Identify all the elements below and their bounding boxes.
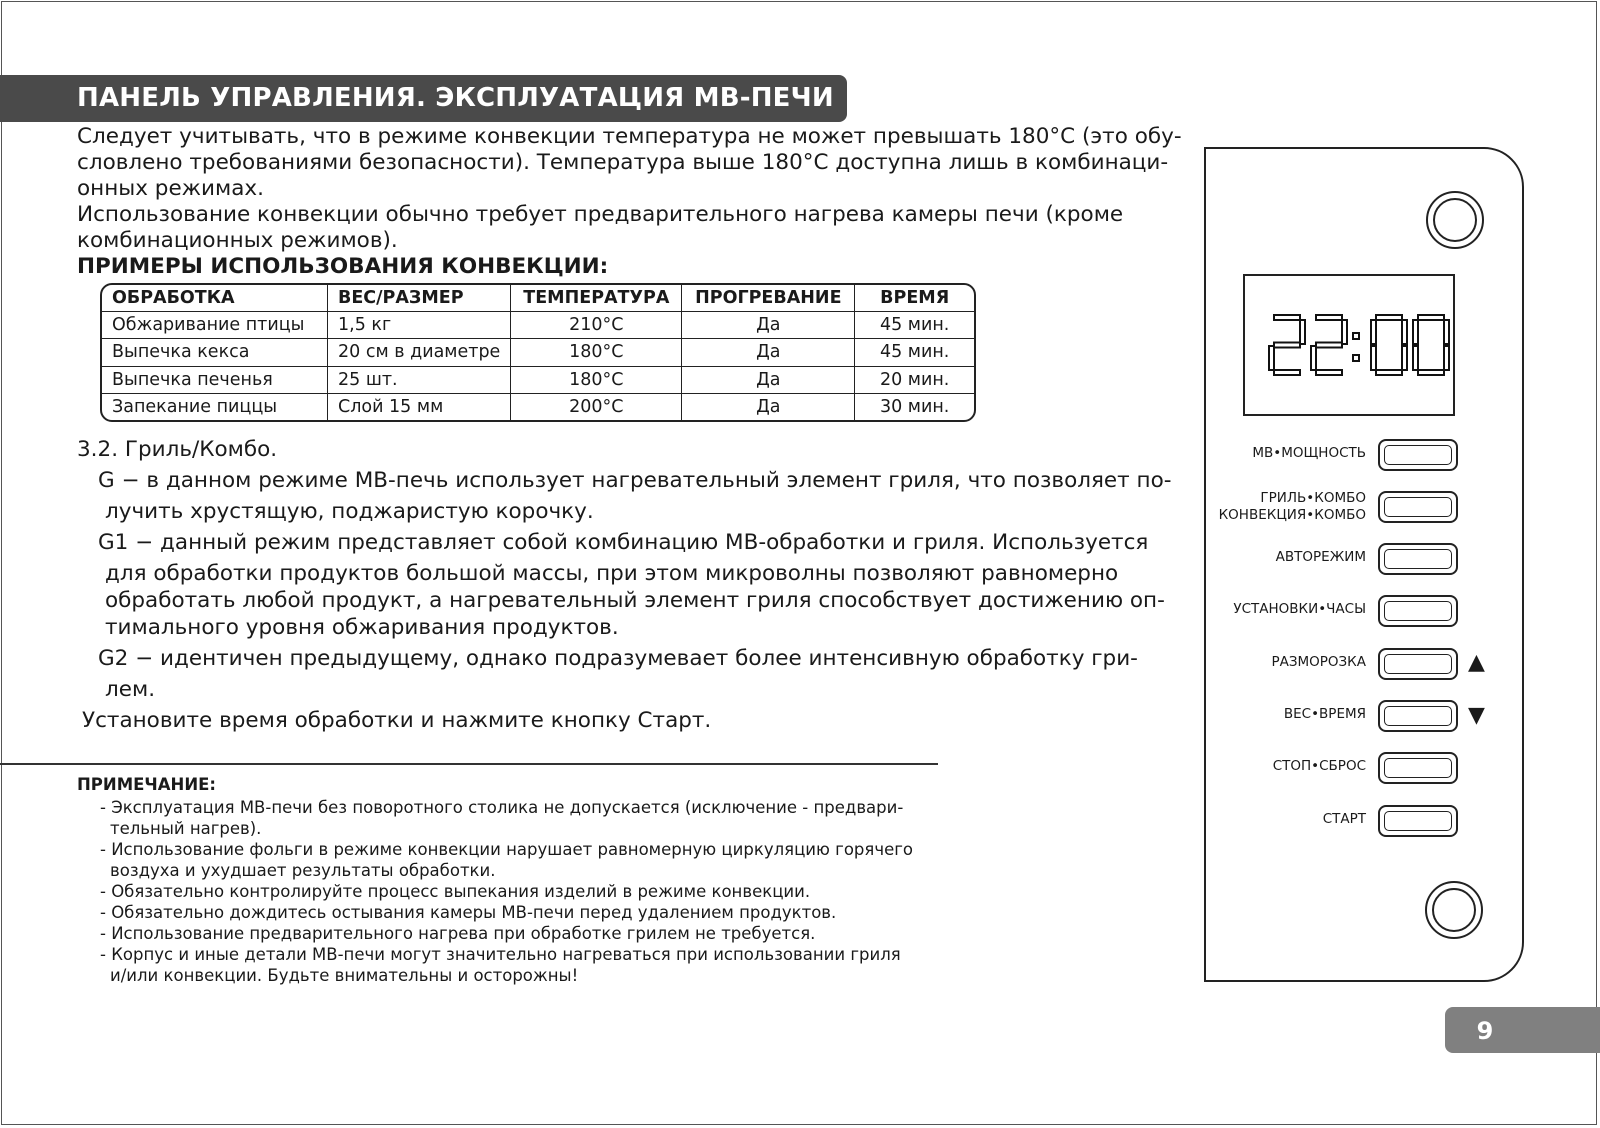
grill-g2-line: G2 − идентичен предыдущему, однако подразумевает более интенсивную обработку гри- <box>98 646 1138 671</box>
top-knob-icon <box>1426 191 1484 249</box>
segment <box>1316 315 1342 320</box>
table-header: ТЕМПЕРАТУРА <box>511 285 682 312</box>
clock-display <box>1243 274 1455 416</box>
segment-digits-icon <box>1245 276 1453 414</box>
grill-combo-section <box>77 436 1187 734</box>
segment <box>1402 320 1407 344</box>
table-cell: 25 шт. <box>328 366 511 393</box>
notes-heading: ПРИМЕЧАНИЕ: <box>77 775 216 794</box>
note-line: - Использование фольги в режиме конвекции нарушает равномерную циркуляцию горячего <box>100 840 913 859</box>
table-header-row <box>102 285 974 312</box>
segment <box>1316 343 1342 348</box>
grill-heading: 3.2. Гриль/Комбо. <box>77 437 278 462</box>
note-line: - Обязательно контролируйте процесс выпекания изделий в режиме конвекции. <box>100 882 811 901</box>
intro-line: комбинационных режимов). <box>77 228 398 253</box>
table-row <box>102 366 974 393</box>
auto-mode-button-icon <box>1378 543 1458 575</box>
table-cell: 20 см в диаметре <box>328 339 511 366</box>
panel-label-start: СТАРТ <box>1322 811 1366 827</box>
grill-g1-line: обработать любой продукт, а нагревательный элемент гриля способствует достижению оп- <box>105 588 1165 613</box>
grill-combo-button-icon <box>1378 491 1458 523</box>
segment <box>1274 343 1300 348</box>
grill-g1-line: для обработки продуктов большой массы, при этом микроволны позволяют равномерно <box>105 561 1119 586</box>
panel-label-stop-reset: СТОП•СБРОС <box>1272 758 1366 774</box>
segment <box>1371 320 1376 344</box>
panel-label-settings-clock: УСТАНОВКИ•ЧАСЫ <box>1233 601 1366 617</box>
mv-power-button-icon <box>1378 439 1458 471</box>
grill-g-line: G − в данном режиме МВ-печь использует нагревательный элемент гриля, что позволяет по- <box>98 468 1172 493</box>
table-cell: 210°С <box>511 312 682 339</box>
table-cell: Слой 15 мм <box>328 393 511 420</box>
table-cell: 30 мин. <box>879 396 950 417</box>
table-cell: Да <box>682 312 855 339</box>
panel-label-grill-combo <box>1219 490 1366 524</box>
segment <box>1413 346 1418 370</box>
segment <box>1269 346 1274 370</box>
segment <box>1274 370 1300 375</box>
table-cell: Запекание пиццы <box>102 393 328 420</box>
table-cell: 180°С <box>511 339 682 366</box>
segment <box>1376 370 1402 375</box>
table-cell: 20 мин. <box>855 366 974 393</box>
table-cell: 180°С <box>511 366 682 393</box>
table-cell: 1,5 кг <box>328 312 511 339</box>
arrow-up-icon: ▲ <box>1468 650 1485 675</box>
convection-examples-table <box>100 283 976 422</box>
start-button-icon <box>1378 805 1458 837</box>
grill-g1-line: G1 − данный режим представляет собой комбинацию МВ-обработки и гриля. Используется <box>98 530 1149 555</box>
defrost-button-icon <box>1378 648 1458 680</box>
segment <box>1444 320 1449 344</box>
panel-label-line: ГРИЛЬ•КОМБО <box>1260 490 1366 506</box>
intro-line: словлено требованиями безопасности). Температура выше 180°С доступна лишь в комбинаци- <box>77 150 1169 175</box>
intro-text <box>77 124 1182 254</box>
segment <box>1274 315 1300 320</box>
grill-g2-line: лем. <box>105 677 156 702</box>
arrow-down-icon: ▼ <box>1468 703 1485 728</box>
settings-clock-button-icon <box>1378 595 1458 627</box>
segment <box>1418 370 1444 375</box>
segment <box>1311 346 1316 370</box>
notes-section <box>77 774 957 986</box>
table-cell: Да <box>682 393 855 420</box>
table-cell: Выпечка кекса <box>102 339 328 366</box>
grill-final-line: Установите время обработки и нажмите кнопку Старт. <box>82 708 712 733</box>
panel-label-line: КОНВЕКЦИЯ•КОМБО <box>1218 507 1366 523</box>
segment <box>1316 370 1342 375</box>
bottom-knob-icon <box>1425 881 1483 939</box>
section-title-bar <box>0 75 847 122</box>
note-line: и/или конвекции. Будьте внимательны и осторожны! <box>110 966 579 985</box>
note-line: - Эксплуатация МВ-печи без поворотного столика не допускается (исключение - предвари- <box>100 798 904 817</box>
table-cell: 200°С <box>511 393 682 420</box>
table-cell: 45 мин. <box>855 312 974 339</box>
table-row <box>102 312 974 339</box>
segment <box>1413 320 1418 344</box>
note-line: тельный нагрев). <box>110 819 262 838</box>
table-header: ВЕС/РАЗМЕР <box>328 285 511 312</box>
note-line: воздуха и ухудшает результаты обработки. <box>110 861 496 880</box>
colon-dot <box>1353 355 1359 361</box>
panel-label-weight-time: ВЕС•ВРЕМЯ <box>1283 706 1366 722</box>
table-cell: Выпечка печенья <box>102 366 328 393</box>
table-cell: Обжаривание птицы <box>102 312 328 339</box>
grill-g-line: лучить хрустящую, поджаристую корочку. <box>105 499 594 524</box>
table-cell: Да <box>682 366 855 393</box>
note-line: - Обязательно дождитесь остывания камеры МВ-печи перед удалением продуктов. <box>100 903 837 922</box>
table-header: ВРЕМЯ <box>855 285 974 312</box>
panel-label-defrost: РАЗМОРОЗКА <box>1271 654 1366 670</box>
colon-dot <box>1353 333 1359 339</box>
intro-line: Использование конвекции обычно требует предварительного нагрева камеры печи (кроме <box>77 202 1124 227</box>
panel-label-auto-mode: АВТОРЕЖИМ <box>1275 549 1366 565</box>
intro-line: онных режимах. <box>77 176 264 201</box>
table-header: ПРОГРЕВАНИЕ <box>682 285 855 312</box>
note-line: - Корпус и иные детали МВ-печи могут значительно нагреваться при использовании гриля <box>100 945 901 964</box>
table-header: ОБРАБОТКА <box>102 285 328 312</box>
page-number-bar <box>1445 1007 1600 1053</box>
stop-reset-button-icon <box>1378 752 1458 784</box>
table-cell: 45 мин. <box>855 339 974 366</box>
page-number: 9 <box>1476 1017 1494 1045</box>
control-panel-illustration <box>1204 147 1524 982</box>
section-title: ПАНЕЛЬ УПРАВЛЕНИЯ. ЭКСПЛУАТАЦИЯ МВ-ПЕЧИ <box>77 83 834 113</box>
panel-label-mv-power: МВ•МОЩНОСТЬ <box>1252 445 1366 461</box>
segment <box>1371 346 1376 370</box>
segment <box>1300 320 1305 344</box>
segment <box>1418 315 1444 320</box>
segment <box>1342 320 1347 344</box>
grill-g1-line: тимального уровня обжаривания продуктов. <box>105 615 619 640</box>
examples-heading: ПРИМЕРЫ ИСПОЛЬЗОВАНИЯ КОНВЕКЦИИ: <box>77 254 609 279</box>
intro-line: Следует учитывать, что в режиме конвекции температура не может превышать 180°С (это обу- <box>77 124 1182 149</box>
note-line: - Использование предварительного нагрева при обработке грилем не требуется. <box>100 924 816 943</box>
table-row <box>102 339 974 366</box>
table-row <box>102 393 974 420</box>
segment <box>1376 315 1402 320</box>
segment <box>1402 346 1407 370</box>
table-cell: Да <box>682 339 855 366</box>
weight-time-button-icon <box>1378 700 1458 732</box>
divider-line <box>0 763 938 765</box>
segment <box>1444 346 1449 370</box>
